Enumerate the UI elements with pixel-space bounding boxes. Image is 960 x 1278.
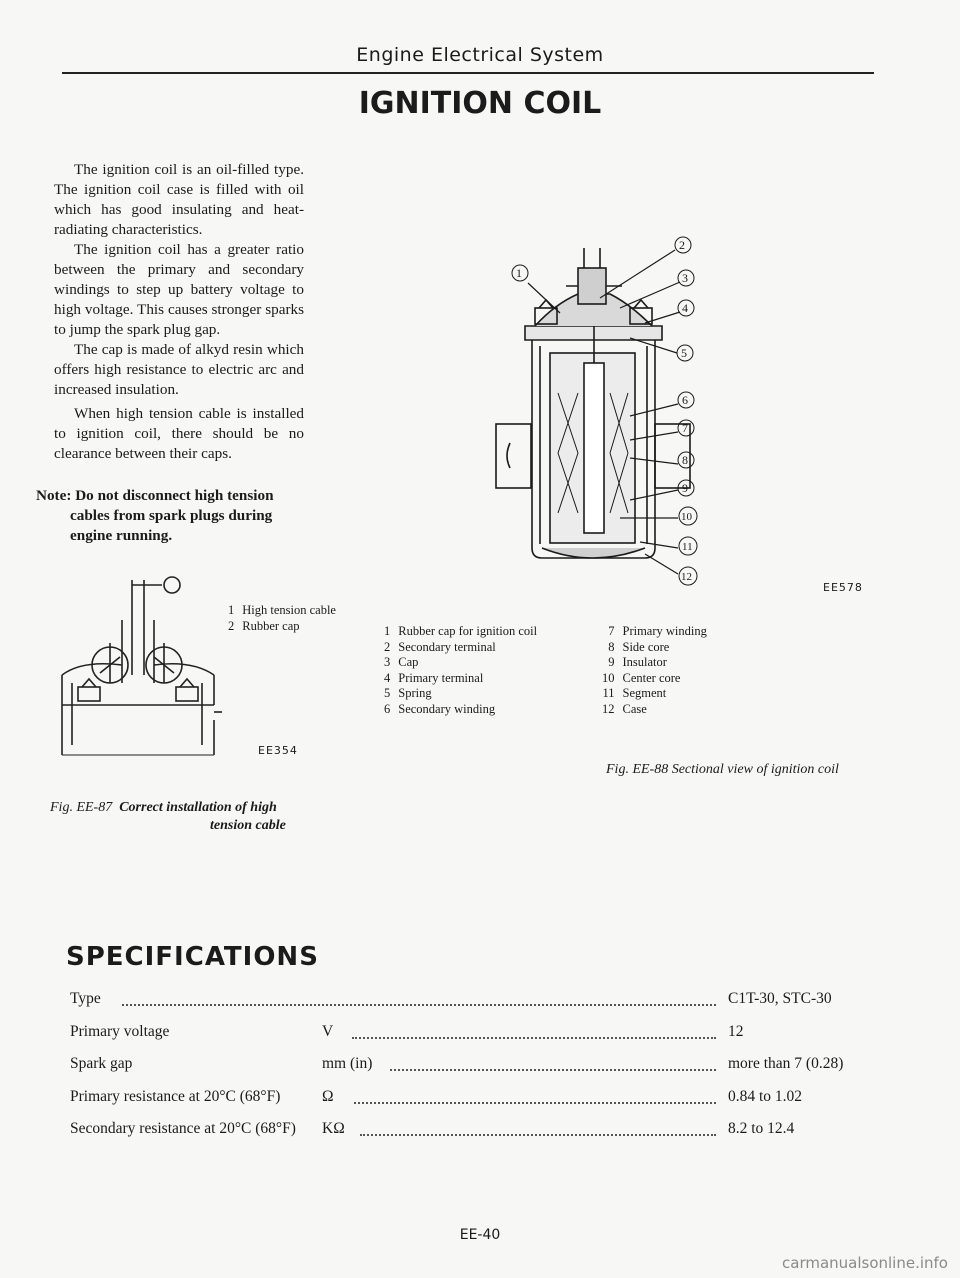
spec-row-spark-gap	[70, 1055, 900, 1077]
spec-unit: V	[322, 1023, 334, 1040]
intro-paragraph: The cap is made of alkyd resin which offers high resistance to electric arc and increased insulation.	[54, 341, 304, 398]
legend-label: Insulator	[622, 655, 667, 669]
svg-text:12: 12	[681, 571, 692, 583]
fig87-code: EE354	[258, 744, 298, 757]
legend-label: Cap	[398, 655, 419, 669]
fig87-caption-number: Fig. EE-87	[50, 800, 113, 815]
running-header: Engine Electrical System	[356, 44, 604, 66]
page-number: EE-40	[459, 1227, 501, 1243]
svg-text:10: 10	[681, 511, 692, 523]
leader-dots	[360, 1134, 716, 1136]
legend-label: Side core	[622, 639, 670, 654]
fig88-caption: Fig. EE-88 Sectional view of ignition coil	[606, 762, 839, 777]
spec-value: 8.2 to 12.4	[728, 1120, 795, 1137]
spec-value: 0.84 to 1.02	[728, 1088, 803, 1105]
note-line: Note: Do not disconnect high tension	[36, 487, 274, 504]
legend-item	[384, 686, 543, 702]
legend-number: 5	[384, 686, 391, 700]
legend-number: 10	[602, 670, 615, 685]
legend-item	[602, 702, 713, 718]
svg-text:5: 5	[681, 346, 687, 360]
intro-paragraph: The ignition coil has a greater ratio between the primary and secondary windings to step up battery voltage to high voltage. This causes stronger sparks to jump the spark plug gap.	[54, 241, 304, 338]
specifications-heading: SPECIFICATIONS	[66, 942, 319, 972]
legend-number: 1	[384, 624, 391, 638]
legend-number: 11	[602, 686, 615, 700]
spec-label: Type	[70, 990, 101, 1007]
fig88-legend-left	[384, 624, 543, 717]
legend-item	[602, 686, 713, 702]
legend-number: 4	[384, 670, 391, 685]
legend-item	[602, 671, 713, 687]
spec-label: Primary resistance at 20°C (68°F)	[70, 1088, 281, 1105]
fig87-legend	[228, 603, 342, 634]
intro-paragraph: When high tension cable is installed to ignition coil, there should be no clearance between their caps.	[54, 405, 304, 462]
legend-item	[602, 624, 713, 640]
legend-item	[602, 655, 713, 671]
legend-number: 3	[384, 655, 391, 669]
high-tension-cable-illustration	[52, 565, 222, 765]
legend-label: Rubber cap	[242, 618, 300, 633]
spec-row-type	[70, 990, 900, 1012]
intro-paragraph: The ignition coil is an oil-filled type. The ignition coil case is filled with oil which has good insulating and heat-radiating characteristics.	[54, 161, 304, 238]
ignition-coil-sectional-view	[480, 228, 710, 588]
svg-text:11: 11	[682, 541, 693, 553]
legend-label: High tension cable	[242, 603, 336, 617]
legend-label: Case	[622, 701, 647, 716]
legend-label: Segment	[622, 686, 667, 700]
legend-number: 6	[384, 701, 391, 716]
note-line: cables from spark plugs during	[70, 507, 273, 524]
leader-dots	[352, 1037, 716, 1039]
svg-text:7: 7	[682, 421, 688, 435]
spec-value: more than 7 (0.28)	[728, 1055, 844, 1072]
spec-unit: mm (in)	[322, 1055, 373, 1072]
spec-value: C1T-30, STC-30	[728, 990, 832, 1007]
spec-row-primary-resistance	[70, 1088, 900, 1110]
legend-number: 2	[228, 618, 235, 633]
svg-text:1: 1	[516, 266, 522, 280]
legend-number: 7	[608, 624, 615, 638]
legend-label: Rubber cap for ignition coil	[398, 624, 538, 638]
svg-text:9: 9	[682, 481, 688, 495]
legend-number: 12	[602, 701, 615, 716]
spec-value: 12	[728, 1023, 744, 1040]
watermark: carmanualsonline.info	[782, 1254, 948, 1272]
legend-label: Primary winding	[622, 624, 707, 638]
svg-text:4: 4	[682, 301, 688, 315]
spec-unit: KΩ	[322, 1120, 345, 1137]
leader-dots	[390, 1069, 716, 1071]
section-title: IGNITION COIL	[358, 86, 602, 121]
leader-dots	[354, 1102, 716, 1104]
note-block	[36, 486, 306, 546]
legend-number: 1	[228, 603, 235, 617]
spec-label: Spark gap	[70, 1055, 133, 1072]
legend-label: Secondary winding	[398, 701, 496, 716]
legend-item	[384, 640, 543, 656]
svg-text:3: 3	[682, 271, 688, 285]
fig87-caption-line: tension cable	[210, 818, 286, 833]
svg-text:2: 2	[679, 238, 685, 252]
fig87-caption-line: Correct installation of high	[119, 800, 277, 815]
legend-item	[228, 603, 342, 619]
note-line: engine running.	[70, 527, 173, 544]
svg-text:8: 8	[682, 453, 688, 467]
fig87-caption	[50, 800, 277, 816]
legend-number: 9	[608, 655, 615, 669]
spec-unit: Ω	[322, 1088, 334, 1105]
legend-item	[228, 619, 342, 635]
legend-item	[384, 671, 543, 687]
legend-label: Secondary terminal	[398, 639, 496, 654]
legend-item	[602, 640, 713, 656]
svg-text:6: 6	[682, 393, 688, 407]
legend-number: 8	[608, 639, 615, 654]
legend-item	[384, 624, 543, 640]
legend-number: 2	[384, 639, 391, 654]
legend-item	[384, 702, 543, 718]
spec-row-secondary-resistance	[70, 1120, 900, 1142]
spec-row-primary-voltage	[70, 1023, 900, 1045]
intro-text	[54, 160, 304, 464]
leader-dots	[122, 1004, 716, 1006]
fig88-code: EE578	[823, 581, 863, 594]
fig88-legend-right	[602, 624, 713, 717]
spec-label: Secondary resistance at 20°C (68°F)	[70, 1120, 296, 1137]
legend-label: Primary terminal	[398, 670, 484, 685]
legend-label: Center core	[622, 670, 681, 685]
legend-item	[384, 655, 543, 671]
legend-label: Spring	[398, 686, 432, 700]
spec-label: Primary voltage	[70, 1023, 170, 1040]
header-rule	[62, 72, 874, 74]
